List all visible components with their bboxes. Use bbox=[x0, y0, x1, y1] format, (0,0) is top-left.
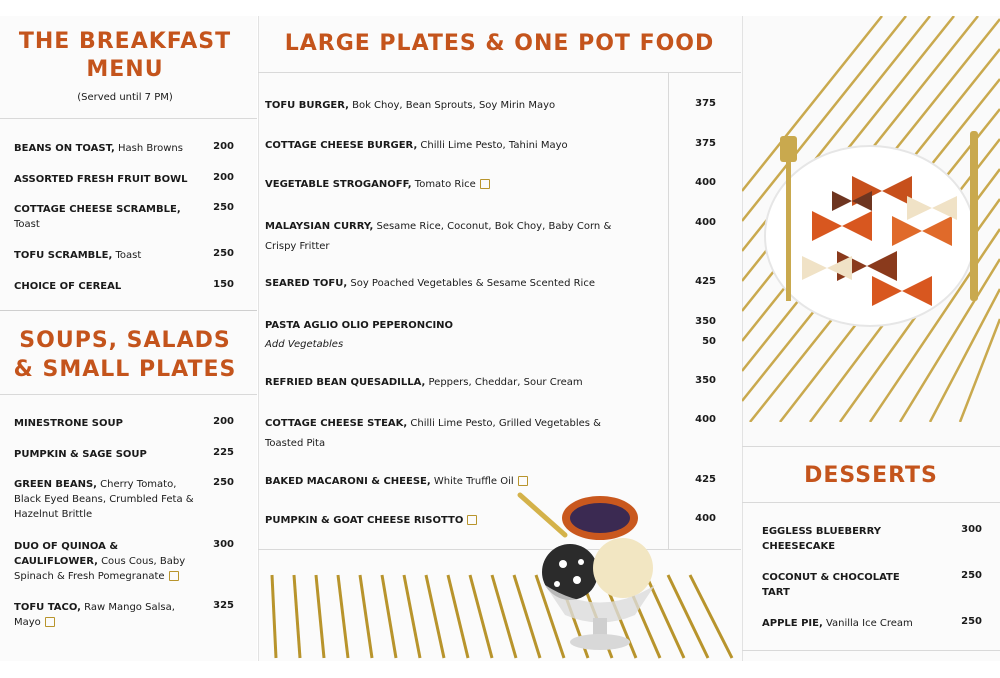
menu-item: TOFU SCRAMBLE, Toast bbox=[14, 250, 142, 261]
menu-item: CHOICE OF CEREAL bbox=[14, 281, 122, 292]
divider bbox=[0, 118, 257, 119]
gold-stripes-decoration bbox=[258, 550, 741, 661]
menu-item: SEARED TOFU, Soy Poached Vegetables & Sesame Scented Rice bbox=[265, 278, 595, 289]
menu-price: 350 bbox=[695, 316, 716, 327]
menu-price: 400 bbox=[695, 177, 716, 188]
menu-price: 250 bbox=[961, 570, 982, 581]
gold-diagonal-stripes-decoration bbox=[742, 16, 1000, 422]
menu-item: TOFU BURGER, Bok Choy, Bean Sprouts, Soy Mirin Mayo bbox=[265, 100, 556, 111]
menu-price: 400 bbox=[695, 513, 716, 524]
menu-price: 400 bbox=[695, 217, 716, 228]
divider bbox=[0, 394, 257, 395]
divider bbox=[0, 310, 257, 311]
menu-price: 375 bbox=[695, 98, 716, 109]
menu-item: GREEN BEANS, Cherry Tomato, Black Eyed Beans, Crumbled Feta & Hazelnut Brittle bbox=[14, 479, 194, 520]
soups-title: SOUPS, SALADS & SMALL PLATES bbox=[13, 328, 237, 382]
menu-item: PASTA AGLIO OLIO PEPERONCINO Add Vegetables bbox=[265, 320, 454, 350]
desserts-title: DESSERTS bbox=[804, 463, 938, 488]
knife-icon bbox=[970, 131, 978, 301]
menu-item: REFRIED BEAN QUESADILLA, Peppers, Cheddar, Sour Cream bbox=[265, 377, 583, 388]
menu-item: TOFU TACO, Raw Mango Salsa, Mayo bbox=[14, 602, 175, 628]
menu-item: BEANS ON TOAST, Hash Browns bbox=[14, 143, 183, 154]
vegetarian-icon bbox=[467, 515, 477, 525]
menu-item: ASSORTED FRESH FRUIT BOWL bbox=[14, 174, 188, 185]
menu-price: 425 bbox=[695, 276, 716, 287]
menu-price: 250 bbox=[961, 616, 982, 627]
large-plates-title: LARGE PLATES & ONE POT FOOD bbox=[284, 31, 715, 56]
menu-price: 200 bbox=[213, 172, 234, 183]
vegetarian-icon bbox=[518, 476, 528, 486]
menu-item: VEGETABLE STROGANOFF, Tomato Rice bbox=[265, 177, 660, 192]
add-vegetables-label: Add Vegetables bbox=[265, 339, 344, 350]
menu-price: 375 bbox=[695, 138, 716, 149]
menu-item: COTTAGE CHEESE STEAK, Chilli Lime Pesto, Grilled Vegetables & Toasted Pita bbox=[265, 418, 601, 449]
ice-cream-sundae-image bbox=[515, 490, 665, 655]
price-column-divider bbox=[668, 72, 669, 550]
add-vegetables-price: 50 bbox=[702, 336, 716, 347]
menu-price: 325 bbox=[213, 600, 234, 611]
menu-price: 250 bbox=[213, 248, 234, 259]
menu-item: BAKED MACARONI & CHEESE, White Truffle Oil bbox=[265, 474, 660, 489]
menu-item: EGGLESS BLUEBERRY CHEESECAKE bbox=[762, 526, 882, 552]
menu-price: 150 bbox=[213, 279, 234, 290]
menu-item: PUMPKIN & SAGE SOUP bbox=[14, 449, 147, 460]
menu-item: MALAYSIAN CURRY, Sesame Rice, Coconut, Bok Choy, Baby Corn & Crispy Fritter bbox=[265, 221, 612, 252]
menu-item: COCONUT & CHOCOLATE TART bbox=[762, 572, 900, 598]
menu-price: 300 bbox=[213, 539, 234, 550]
menu-price: 200 bbox=[213, 416, 234, 427]
menu-price: 200 bbox=[213, 141, 234, 152]
menu-price: 350 bbox=[695, 375, 716, 386]
vegetarian-icon bbox=[480, 179, 490, 189]
divider bbox=[742, 650, 1000, 651]
menu-price: 250 bbox=[213, 477, 234, 488]
vegetarian-icon bbox=[169, 571, 179, 581]
menu-item: COTTAGE CHEESE SCRAMBLE, Toast bbox=[14, 204, 181, 230]
menu-item: APPLE PIE, Vanilla Ice Cream bbox=[762, 618, 913, 629]
breakfast-note: (Served until 7 PM) bbox=[77, 92, 173, 103]
menu-price: 225 bbox=[213, 447, 234, 458]
menu-item: PUMPKIN & GOAT CHEESE RISOTTO bbox=[265, 513, 660, 528]
menu-price: 425 bbox=[695, 474, 716, 485]
menu-price: 400 bbox=[695, 414, 716, 425]
menu-price: 300 bbox=[961, 524, 982, 535]
divider bbox=[742, 446, 1000, 447]
menu-item: DUO OF QUINOA & CAULIFLOWER, Cous Cous, Baby Spinach & Fresh Pomegranate bbox=[14, 541, 186, 582]
menu-item: MINESTRONE SOUP bbox=[14, 418, 123, 429]
menu-price: 250 bbox=[213, 202, 234, 213]
divider bbox=[742, 502, 1000, 503]
breakfast-title: THE BREAKFAST MENU bbox=[18, 29, 232, 82]
vegetarian-icon bbox=[45, 617, 55, 627]
menu-item: COTTAGE CHEESE BURGER, Chilli Lime Pesto, Tahini Mayo bbox=[265, 140, 568, 151]
